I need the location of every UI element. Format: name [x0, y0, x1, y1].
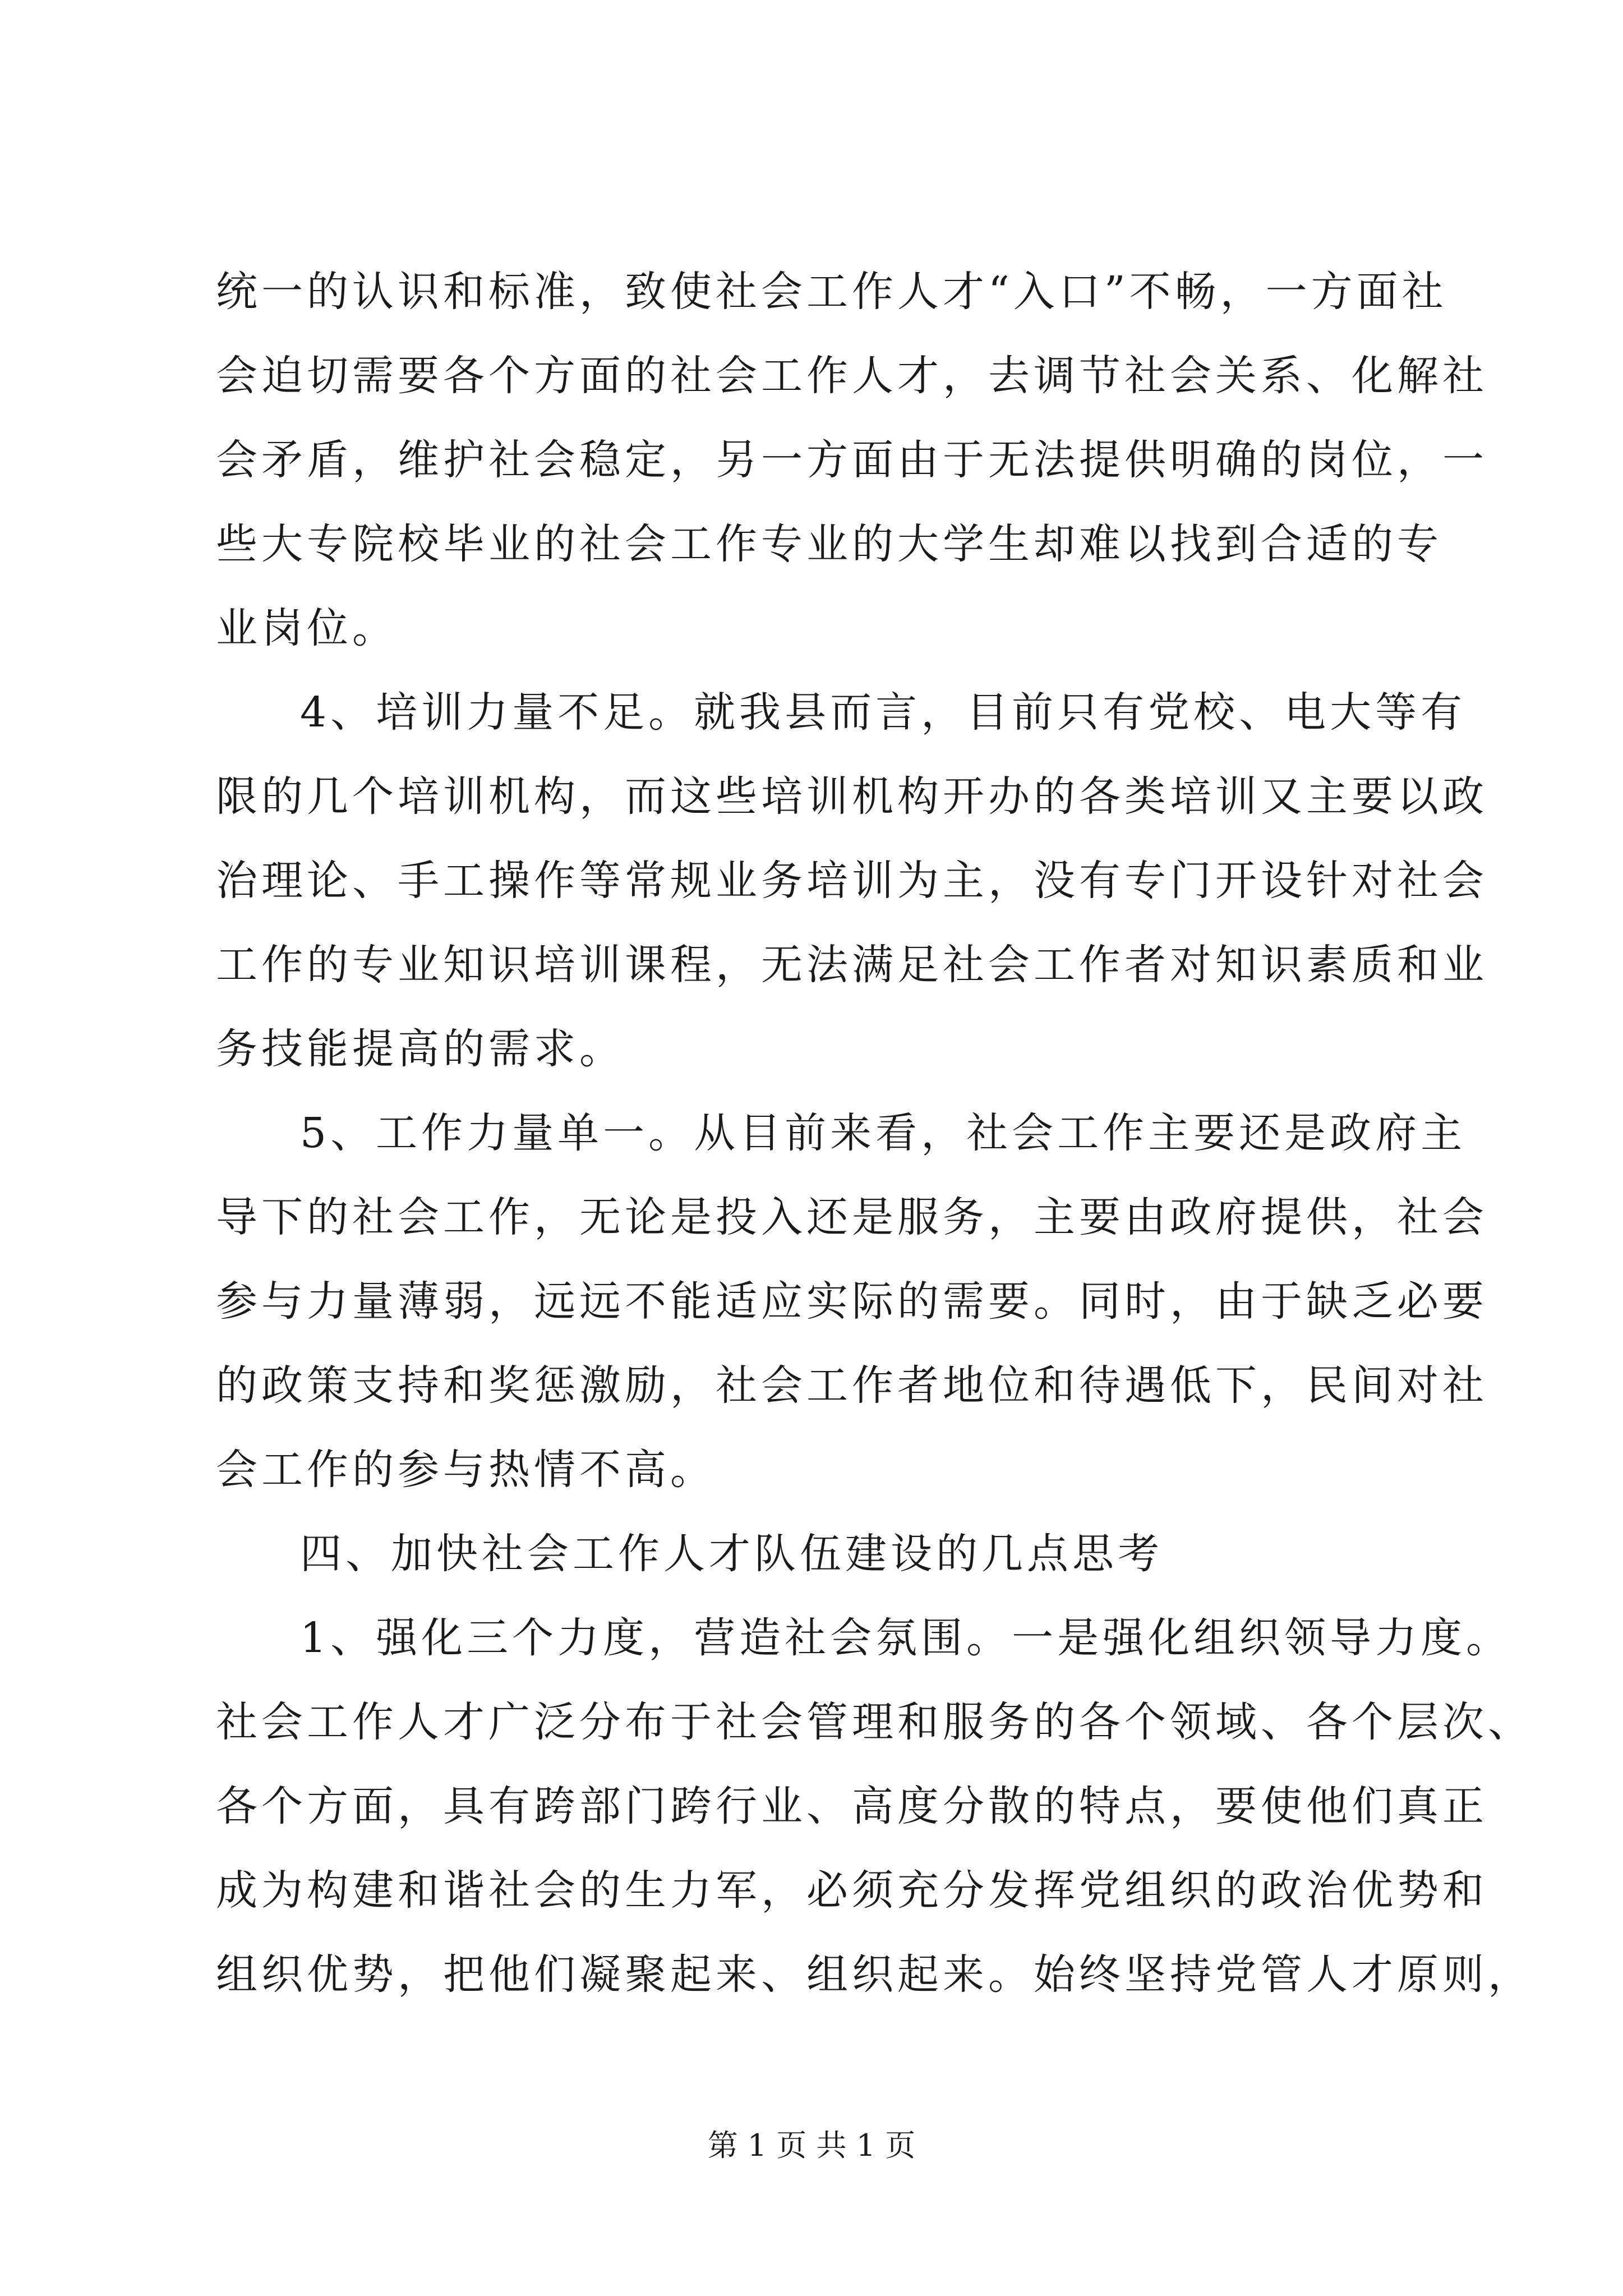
text-line: 成为构建和谐社会的生力军，必须充分发挥党组织的政治优势和 [216, 1866, 1488, 1915]
text-line: 1、强化三个力度，营造社会氛围。一是强化组织领导力度。 [300, 1614, 1512, 1662]
text-line: 组织优势，把他们凝聚起来、组织起来。始终坚持党管人才原则， [216, 1950, 1533, 1999]
text-line: 限的几个培训机构，而这些培训机构开办的各类培训又主要以政 [216, 772, 1488, 821]
text-line: 会矛盾，维护社会稳定，另一方面由于无法提供明确的岗位，一 [216, 436, 1488, 484]
text-line: 些大专院校毕业的社会工作专业的大学生却难以找到合适的专 [216, 520, 1442, 568]
text-line: 工作的专业知识培训课程，无法满足社会工作者对知识素质和业 [216, 941, 1488, 989]
text-line: 5、工作力量单一。从目前来看，社会工作主要还是政府主 [300, 1109, 1467, 1157]
text-line: 会工作的参与热情不高。 [216, 1446, 716, 1494]
text-line: 社会工作人才广泛分布于社会管理和服务的各个领域、各个层次、 [216, 1698, 1533, 1746]
page-number-footer: 第 1 页 共 1 页 [707, 2128, 916, 2163]
text-line: 4、培训力量不足。就我县而言，目前只有党校、电大等有 [300, 688, 1467, 737]
text-line: 统一的认识和标准，致使社会工作人才“入口”不畅，一方面社 [216, 268, 1447, 316]
text-line: 会迫切需要各个方面的社会工作人才，去调节社会关系、化解社 [216, 352, 1488, 400]
text-line: 的政策支持和奖惩激励，社会工作者地位和待遇低下，民间对社 [216, 1361, 1488, 1410]
text-line: 治理论、手工操作等常规业务培训为主，没有专门开设针对社会 [216, 857, 1488, 905]
text-line: 参与力量薄弱，远远不能适应实际的需要。同时，由于缺乏必要 [216, 1277, 1488, 1326]
text-line: 务技能提高的需求。 [216, 1025, 625, 1073]
text-line: 业岗位。 [216, 604, 398, 652]
text-line: 导下的社会工作，无论是投入还是服务，主要由政府提供，社会 [216, 1193, 1488, 1241]
section-heading: 四、加快社会工作人才队伍建设的几点思考 [300, 1530, 1163, 1578]
text-line: 各个方面，具有跨部门跨行业、高度分散的特点，要使他们真正 [216, 1782, 1488, 1830]
